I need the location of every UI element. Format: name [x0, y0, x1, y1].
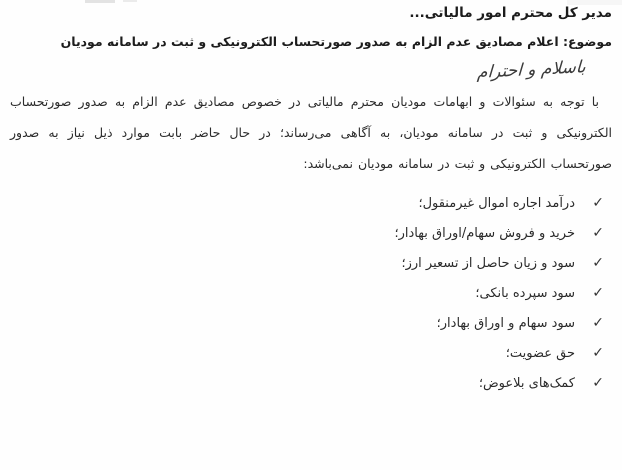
list-item: [10, 308, 604, 338]
body-paragraph: [10, 86, 612, 179]
checkmark-icon: ✓: [592, 315, 604, 331]
paragraph-line: با توجه به سئوالات و ابهامات مودیان محترم مالیاتی در خصوص مصادیق عدم الزام به صدور صورتحساب: [10, 94, 599, 109]
list-item-text: سود سهام و اوراق بهادار؛: [436, 315, 575, 331]
list-item-text: کمک‌های بلاعوض؛: [478, 375, 575, 391]
recipient-line: مدیر کل محترم امور مالیاتی...: [409, 5, 612, 21]
exemption-list: [10, 188, 612, 398]
scan-artifact: [85, 0, 115, 3]
list-item: [10, 368, 604, 398]
list-item: [10, 338, 604, 368]
list-item-text: سود سپرده بانکی؛: [475, 285, 575, 301]
list-item-text: خرید و فروش سهام/اوراق بهادار؛: [394, 225, 575, 241]
greeting-script: باسلام و احترام: [476, 57, 587, 83]
list-item: [10, 248, 604, 278]
list-item: [10, 188, 604, 218]
list-item-text: حق عضویت؛: [505, 345, 575, 361]
paragraph-line: صورتحساب الکترونیکی و ثبت در سامانه مودیان نمی‌باشد:: [303, 156, 612, 171]
list-item: [10, 218, 604, 248]
checkmark-icon: ✓: [592, 375, 604, 391]
checkmark-icon: ✓: [592, 195, 604, 211]
list-item-text: سود و زیان حاصل از تسعیر ارز؛: [401, 255, 575, 271]
checkmark-icon: ✓: [592, 285, 604, 301]
scan-artifact: [123, 0, 137, 2]
list-item: [10, 278, 604, 308]
checkmark-icon: ✓: [592, 255, 604, 271]
scan-artifact: [567, 0, 622, 5]
paragraph-line: الکترونیکی و ثبت در سامانه مودیان، به آگاهی می‌رساند؛ در حال حاضر بابت موارد ذیل نیاز به صدور: [10, 125, 612, 140]
checkmark-icon: ✓: [592, 345, 604, 361]
checkmark-icon: ✓: [592, 225, 604, 241]
subject-line: موضوع: اعلام مصادیق عدم الزام به صدور صورتحساب الکترونیکی و ثبت در سامانه مودیان: [60, 34, 612, 49]
list-item-text: درآمد اجاره اموال غیرمنقول؛: [418, 195, 575, 211]
